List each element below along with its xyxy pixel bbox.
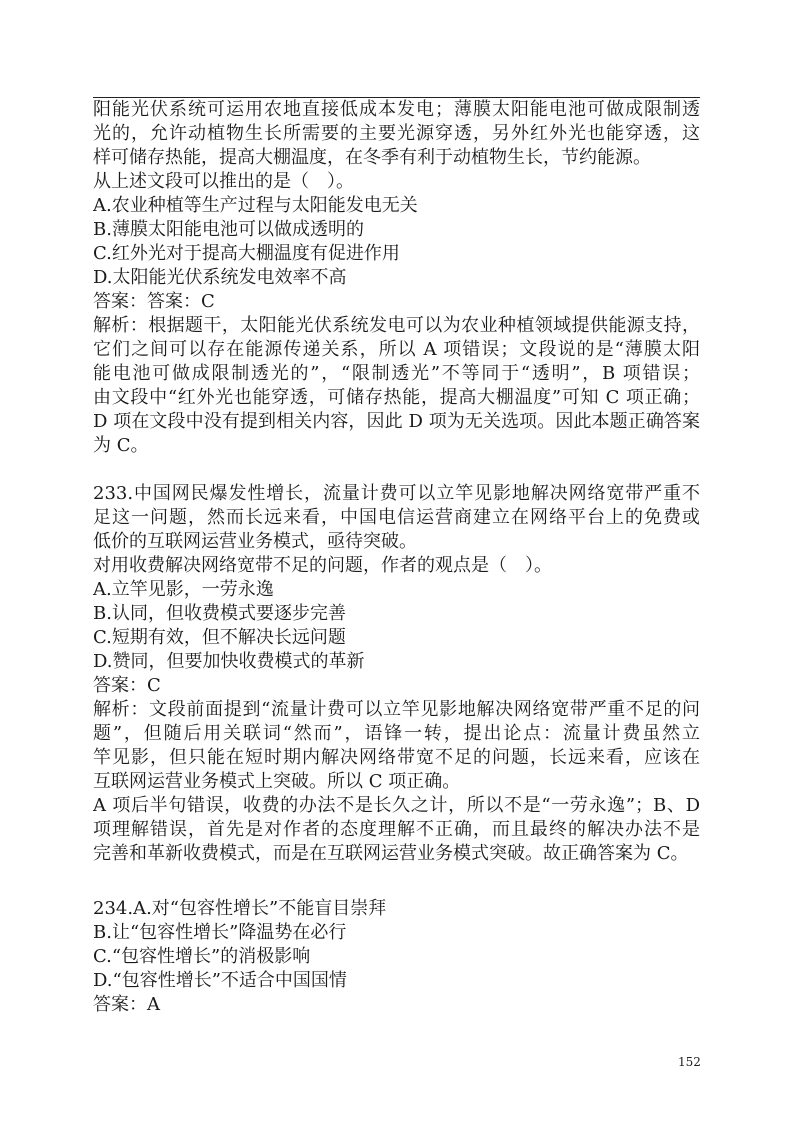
paragraph [93, 921, 700, 945]
text-line: 233.中国网民爆发性增长，流量计费可以立竿见影地解决网络宽带严重不 [93, 483, 700, 504]
question-section [93, 482, 700, 866]
text-line: C.“包容性增长”的消极影响 [93, 946, 311, 967]
text-line: 解析：文段前面提到“流量计费可以立竿见影地解决网络宽带严重不足的问 [93, 699, 700, 720]
paragraph [93, 993, 700, 1017]
text-line: 答案：A [93, 994, 160, 1015]
text-line: B.让“包容性增长”降温势在必行 [93, 922, 347, 943]
text-line: A 项后半句错误，收费的办法不是长久之计，所以不是“一劳永逸”；B、D [93, 795, 700, 816]
paragraph [93, 242, 700, 266]
text-line: 低价的互联网运营业务模式，亟待突破。 [93, 531, 417, 552]
paragraph [93, 969, 700, 993]
text-line: D.“包容性增长”不适合中国国情 [93, 970, 347, 991]
question-section [93, 98, 700, 458]
text-line: D.太阳能光伏系统发电效率不高 [93, 267, 347, 288]
text-line: 解析：根据题干，太阳能光伏系统发电可以为农业种植领域提供能源支持， [93, 315, 700, 336]
paragraph [93, 554, 700, 578]
text-line: 项理解错误，首先是对作者的态度理解不正确，而且最终的解决办法不是 [93, 819, 700, 840]
text-line: 光的，允许动植物生长所需要的主要光源穿透，另外红外光也能穿透，这 [93, 123, 700, 144]
text-line: 完善和革新收费模式，而是在互联网运营业务模式突破。故正确答案为 C。 [93, 843, 689, 864]
paragraph [93, 897, 700, 921]
text-line: 答案：答案：C [93, 291, 215, 312]
paragraph [93, 674, 700, 698]
paragraph [93, 650, 700, 674]
text-line: A.立竿见影，一劳永逸 [93, 579, 274, 600]
text-line: 从上述文段可以推出的是（ ）。 [93, 171, 354, 192]
text-line: 为 C。 [93, 435, 149, 456]
text-line: 题”，但随后用关联词“然而”，语锋一转，提出论点：流量计费虽然立 [93, 723, 700, 744]
text-line: 234.A.对“包容性增长”不能盲目崇拜 [93, 898, 387, 919]
paragraph [93, 482, 700, 554]
paragraph [93, 945, 700, 969]
text-line: D 项在文段中没有提到相关内容，因此 D 项为无关选项。因此本题正确答案 [93, 411, 700, 432]
paragraph [93, 794, 700, 866]
text-line: 它们之间可以存在能源传递关系，所以 A 项错误；文段说的是“薄膜太阳 [93, 339, 700, 360]
text-line: C.红外光对于提高大棚温度有促进作用 [93, 243, 400, 264]
page-number: 152 [678, 1055, 701, 1069]
text-line: 互联网运营业务模式上突破。所以 C 项正确。 [93, 771, 461, 792]
text-line: 竿见影，但只能在短时期内解决网络带宽不足的问题，长远来看，应该在 [93, 747, 700, 768]
text-line: 阳能光伏系统可运用农地直接低成本发电；薄膜太阳能电池可做成限制透 [93, 99, 700, 120]
text-line: 对用收费解决网络宽带不足的问题，作者的观点是（ ）。 [93, 555, 552, 576]
paragraph [93, 290, 700, 314]
text-line: C.短期有效，但不解决长远问题 [93, 627, 346, 648]
text-line: A.农业种植等生产过程与太阳能发电无关 [93, 195, 418, 216]
paragraph [93, 194, 700, 218]
paragraph [93, 698, 700, 794]
paragraph [93, 602, 700, 626]
paragraph [93, 266, 700, 290]
text-line: 答案：C [93, 675, 161, 696]
paragraph [93, 170, 700, 194]
paragraph [93, 314, 700, 458]
page-body [93, 98, 700, 1017]
text-line: 样可储存热能，提高大棚温度，在冬季有利于动植物生长，节约能源。 [93, 147, 651, 168]
text-line: B.认同，但收费模式要逐步完善 [93, 603, 346, 624]
text-line: 能电池可做成限制透光的”，“限制透光”不等同于“透明”，B 项错误； [93, 363, 700, 384]
paragraph [93, 98, 700, 170]
text-line: 由文段中“红外光也能穿透，可储存热能，提高大棚温度”可知 C 项正确； [93, 387, 700, 408]
text-line: 足这一问题，然而长远来看，中国电信运营商建立在网络平台上的免费或 [93, 507, 700, 528]
paragraph [93, 578, 700, 602]
paragraph [93, 626, 700, 650]
paragraph [93, 218, 700, 242]
text-line: D.赞同，但要加快收费模式的革新 [93, 651, 365, 672]
question-section [93, 897, 700, 1017]
text-line: B.薄膜太阳能电池可以做成透明的 [93, 219, 364, 240]
